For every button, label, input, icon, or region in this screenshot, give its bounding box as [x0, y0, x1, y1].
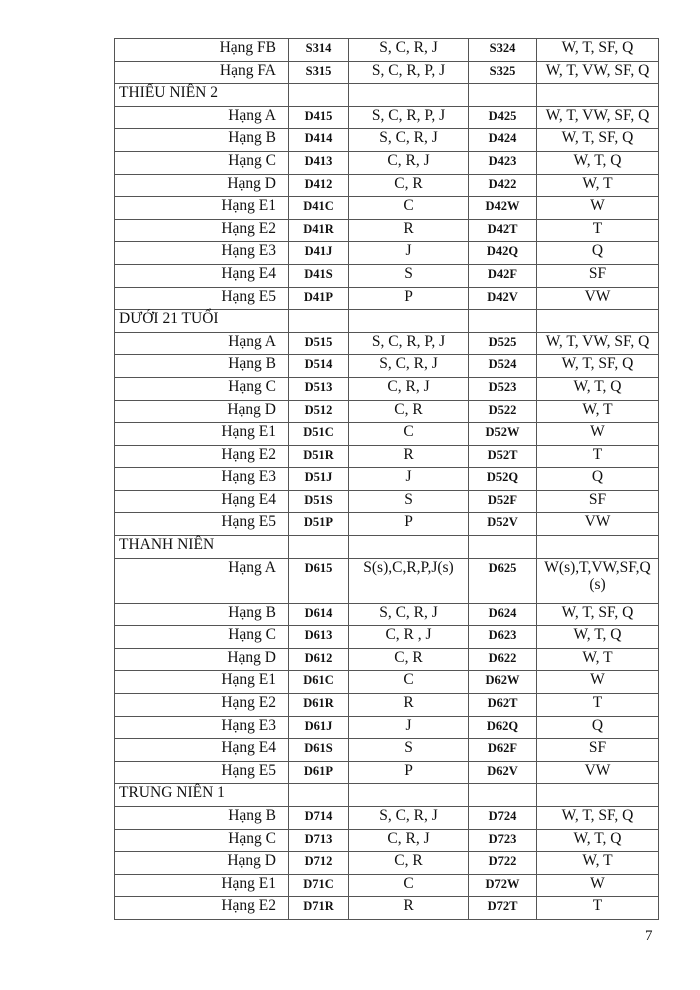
single-code-cell: D41P: [289, 287, 349, 310]
single-events-cell: S, C, R, J: [349, 39, 469, 62]
single-events-cell: R: [349, 219, 469, 242]
single-code-cell: D71C: [289, 874, 349, 897]
single-events-cell: P: [349, 761, 469, 784]
table-row: [115, 716, 659, 739]
table-row: [115, 264, 659, 287]
table-row: [115, 852, 659, 875]
double-code-cell: D42Q: [469, 242, 537, 265]
single-events-cell: C, R, J: [349, 151, 469, 174]
table-row: [115, 513, 659, 536]
single-code-cell: D51J: [289, 468, 349, 491]
single-code-cell: D414: [289, 129, 349, 152]
double-code-cell: D525: [469, 332, 537, 355]
category-cell: Hạng E4: [115, 264, 289, 287]
double-events-cell: W, T: [537, 648, 659, 671]
single-events-cell: P: [349, 513, 469, 536]
table-row: [115, 151, 659, 174]
table-row: [115, 626, 659, 649]
double-events-cell: Q: [537, 716, 659, 739]
double-events-cell: W, T, SF, Q: [537, 129, 659, 152]
table-row: [115, 61, 659, 84]
double-events-cell: SF: [537, 490, 659, 513]
empty-cell: [469, 84, 537, 107]
double-code-cell: D52T: [469, 445, 537, 468]
single-code-cell: D61J: [289, 716, 349, 739]
double-code-cell: D622: [469, 648, 537, 671]
single-events-cell: S(s),C,R,P,J(s): [349, 558, 469, 603]
category-cell: Hạng B: [115, 129, 289, 152]
double-code-cell: D522: [469, 400, 537, 423]
double-code-cell: D62Q: [469, 716, 537, 739]
double-code-cell: D524: [469, 355, 537, 378]
single-code-cell: D614: [289, 603, 349, 626]
double-code-cell: D625: [469, 558, 537, 603]
empty-cell: [349, 84, 469, 107]
double-code-cell: D424: [469, 129, 537, 152]
category-cell: Hạng E1: [115, 423, 289, 446]
double-events-cell: W, T, Q: [537, 829, 659, 852]
section-header-row: [115, 784, 659, 807]
double-code-cell: D62T: [469, 694, 537, 717]
double-events-cell: Q: [537, 242, 659, 265]
double-events-cell: W: [537, 671, 659, 694]
section-header-row: [115, 536, 659, 559]
single-code-cell: D71R: [289, 897, 349, 920]
category-cell: Hạng B: [115, 603, 289, 626]
double-events-cell: W, T, SF, Q: [537, 603, 659, 626]
category-cell: Hạng C: [115, 829, 289, 852]
table-row: [115, 603, 659, 626]
table-row: [115, 106, 659, 129]
single-events-cell: C, R: [349, 400, 469, 423]
category-cell: Hạng C: [115, 151, 289, 174]
empty-cell: [469, 536, 537, 559]
single-code-cell: D61S: [289, 739, 349, 762]
double-code-cell: D425: [469, 106, 537, 129]
category-cell: Hạng E2: [115, 445, 289, 468]
category-cell: Hạng E3: [115, 716, 289, 739]
single-code-cell: D41R: [289, 219, 349, 242]
single-code-cell: D514: [289, 355, 349, 378]
double-events-cell: VW: [537, 761, 659, 784]
double-events-cell: SF: [537, 739, 659, 762]
table-row: [115, 197, 659, 220]
double-events-cell: W, T, SF, Q: [537, 807, 659, 830]
double-code-cell: D42F: [469, 264, 537, 287]
double-events-cell: W: [537, 423, 659, 446]
single-code-cell: D415: [289, 106, 349, 129]
single-events-cell: J: [349, 242, 469, 265]
double-events-cell: W, T, Q: [537, 626, 659, 649]
single-events-cell: C: [349, 197, 469, 220]
single-code-cell: S315: [289, 61, 349, 84]
single-events-cell: S, C, R, J: [349, 129, 469, 152]
category-cell: Hạng B: [115, 807, 289, 830]
double-events-cell: T: [537, 897, 659, 920]
single-code-cell: D51P: [289, 513, 349, 536]
single-events-cell: J: [349, 468, 469, 491]
single-events-cell: S, C, R, J: [349, 355, 469, 378]
double-code-cell: D52F: [469, 490, 537, 513]
category-cell: Hạng E1: [115, 671, 289, 694]
empty-cell: [349, 536, 469, 559]
double-events-cell: W: [537, 874, 659, 897]
table-row: [115, 558, 659, 603]
table-row: [115, 671, 659, 694]
double-events-cell: VW: [537, 287, 659, 310]
section-title: THANH NIÊN: [115, 536, 289, 559]
table-row: [115, 174, 659, 197]
single-events-cell: C: [349, 874, 469, 897]
category-cell: Hạng E4: [115, 490, 289, 513]
double-code-cell: D723: [469, 829, 537, 852]
table-row: [115, 129, 659, 152]
empty-cell: [289, 536, 349, 559]
table-row: [115, 377, 659, 400]
double-events-cell: W(s),T,VW,SF,Q (s): [537, 558, 659, 603]
table-row: [115, 739, 659, 762]
category-cell: Hạng E2: [115, 897, 289, 920]
category-cell: Hạng E5: [115, 287, 289, 310]
single-code-cell: D413: [289, 151, 349, 174]
double-events-cell: W, T, VW, SF, Q: [537, 332, 659, 355]
empty-cell: [537, 84, 659, 107]
category-cell: Hạng B: [115, 355, 289, 378]
empty-cell: [469, 784, 537, 807]
single-events-cell: S, C, R, P, J: [349, 61, 469, 84]
category-cell: Hạng E5: [115, 761, 289, 784]
double-code-cell: D52Q: [469, 468, 537, 491]
single-code-cell: D61C: [289, 671, 349, 694]
table-row: [115, 874, 659, 897]
table-row: [115, 332, 659, 355]
single-events-cell: S, C, R, P, J: [349, 332, 469, 355]
category-cell: Hạng E5: [115, 513, 289, 536]
double-events-cell: W, T: [537, 174, 659, 197]
single-events-cell: S: [349, 490, 469, 513]
single-code-cell: D612: [289, 648, 349, 671]
double-events-cell: W, T: [537, 400, 659, 423]
double-code-cell: D42T: [469, 219, 537, 242]
double-events-cell: W, T, Q: [537, 377, 659, 400]
double-code-cell: D42W: [469, 197, 537, 220]
category-cell: Hạng A: [115, 558, 289, 603]
double-code-cell: D422: [469, 174, 537, 197]
category-cell: Hạng E2: [115, 219, 289, 242]
table-row: [115, 897, 659, 920]
single-code-cell: D51R: [289, 445, 349, 468]
table-row: [115, 400, 659, 423]
single-code-cell: D41C: [289, 197, 349, 220]
double-events-cell: W, T: [537, 852, 659, 875]
double-events-cell: W, T, Q: [537, 151, 659, 174]
empty-cell: [289, 784, 349, 807]
table-row: [115, 219, 659, 242]
double-events-cell: W, T, VW, SF, Q: [537, 61, 659, 84]
single-events-cell: S, C, R, P, J: [349, 106, 469, 129]
double-events-cell: T: [537, 445, 659, 468]
section-header-row: [115, 310, 659, 333]
category-cell: Hạng E4: [115, 739, 289, 762]
double-events-cell: W, T, SF, Q: [537, 39, 659, 62]
category-cell: Hạng E2: [115, 694, 289, 717]
double-code-cell: S325: [469, 61, 537, 84]
single-code-cell: D613: [289, 626, 349, 649]
single-code-cell: D61P: [289, 761, 349, 784]
double-code-cell: D624: [469, 603, 537, 626]
single-events-cell: R: [349, 694, 469, 717]
section-title: THIẾU NIÊN 2: [115, 84, 289, 107]
single-events-cell: S, C, R, J: [349, 603, 469, 626]
single-events-cell: C, R , J: [349, 626, 469, 649]
single-code-cell: D41J: [289, 242, 349, 265]
single-code-cell: D712: [289, 852, 349, 875]
category-cell: Hạng D: [115, 174, 289, 197]
double-events-cell: T: [537, 219, 659, 242]
single-events-cell: C, R: [349, 174, 469, 197]
single-code-cell: D512: [289, 400, 349, 423]
double-events-cell: Q: [537, 468, 659, 491]
single-code-cell: S314: [289, 39, 349, 62]
double-code-cell: D722: [469, 852, 537, 875]
double-code-cell: D623: [469, 626, 537, 649]
double-code-cell: D52W: [469, 423, 537, 446]
table-row: [115, 423, 659, 446]
double-code-cell: D42V: [469, 287, 537, 310]
double-events-cell: SF: [537, 264, 659, 287]
single-events-cell: C: [349, 423, 469, 446]
category-cell: Hạng E3: [115, 468, 289, 491]
table-row: [115, 445, 659, 468]
section-title: DƯỚI 21 TUỔI: [115, 310, 289, 333]
single-events-cell: S: [349, 264, 469, 287]
single-code-cell: D515: [289, 332, 349, 355]
double-code-cell: D72W: [469, 874, 537, 897]
double-events-cell: T: [537, 694, 659, 717]
single-code-cell: D412: [289, 174, 349, 197]
empty-cell: [469, 310, 537, 333]
table-row: [115, 490, 659, 513]
empty-cell: [537, 310, 659, 333]
double-code-cell: D724: [469, 807, 537, 830]
double-code-cell: S324: [469, 39, 537, 62]
single-events-cell: C: [349, 671, 469, 694]
single-events-cell: R: [349, 897, 469, 920]
category-cell: Hạng D: [115, 648, 289, 671]
category-cell: Hạng E1: [115, 197, 289, 220]
single-events-cell: J: [349, 716, 469, 739]
category-cell: Hạng FA: [115, 61, 289, 84]
table-row: [115, 761, 659, 784]
single-code-cell: D513: [289, 377, 349, 400]
double-events-cell: W: [537, 197, 659, 220]
category-cell: Hạng E1: [115, 874, 289, 897]
section-header-row: [115, 84, 659, 107]
category-cell: Hạng A: [115, 332, 289, 355]
single-events-cell: C, R, J: [349, 377, 469, 400]
single-code-cell: D61R: [289, 694, 349, 717]
empty-cell: [349, 310, 469, 333]
table-row: [115, 242, 659, 265]
table-row: [115, 829, 659, 852]
category-cell: Hạng C: [115, 377, 289, 400]
empty-cell: [349, 784, 469, 807]
category-cell: Hạng A: [115, 106, 289, 129]
table-row: [115, 807, 659, 830]
double-events-cell: W, T, VW, SF, Q: [537, 106, 659, 129]
category-table-body: [115, 39, 659, 920]
double-code-cell: D62V: [469, 761, 537, 784]
table-row: [115, 694, 659, 717]
single-code-cell: D714: [289, 807, 349, 830]
single-events-cell: S, C, R, J: [349, 807, 469, 830]
category-cell: Hạng C: [115, 626, 289, 649]
table-row: [115, 355, 659, 378]
double-code-cell: D423: [469, 151, 537, 174]
single-code-cell: D615: [289, 558, 349, 603]
category-table: [114, 38, 659, 920]
category-cell: Hạng D: [115, 400, 289, 423]
double-code-cell: D523: [469, 377, 537, 400]
empty-cell: [289, 84, 349, 107]
double-events-cell: VW: [537, 513, 659, 536]
single-events-cell: C, R: [349, 852, 469, 875]
table-row: [115, 39, 659, 62]
category-cell: Hạng FB: [115, 39, 289, 62]
category-cell: Hạng D: [115, 852, 289, 875]
double-events-cell: W, T, SF, Q: [537, 355, 659, 378]
single-events-cell: S: [349, 739, 469, 762]
single-events-cell: C, R: [349, 648, 469, 671]
single-events-cell: P: [349, 287, 469, 310]
single-events-cell: C, R, J: [349, 829, 469, 852]
page-number: 7: [645, 928, 653, 944]
single-code-cell: D51S: [289, 490, 349, 513]
single-code-cell: D41S: [289, 264, 349, 287]
table-row: [115, 648, 659, 671]
empty-cell: [537, 784, 659, 807]
single-events-cell: R: [349, 445, 469, 468]
table-row: [115, 287, 659, 310]
single-code-cell: D51C: [289, 423, 349, 446]
double-code-cell: D72T: [469, 897, 537, 920]
double-code-cell: D62F: [469, 739, 537, 762]
category-cell: Hạng E3: [115, 242, 289, 265]
table-row: [115, 468, 659, 491]
single-code-cell: D713: [289, 829, 349, 852]
empty-cell: [289, 310, 349, 333]
empty-cell: [537, 536, 659, 559]
double-code-cell: D52V: [469, 513, 537, 536]
section-title: TRUNG NIÊN 1: [115, 784, 289, 807]
double-code-cell: D62W: [469, 671, 537, 694]
